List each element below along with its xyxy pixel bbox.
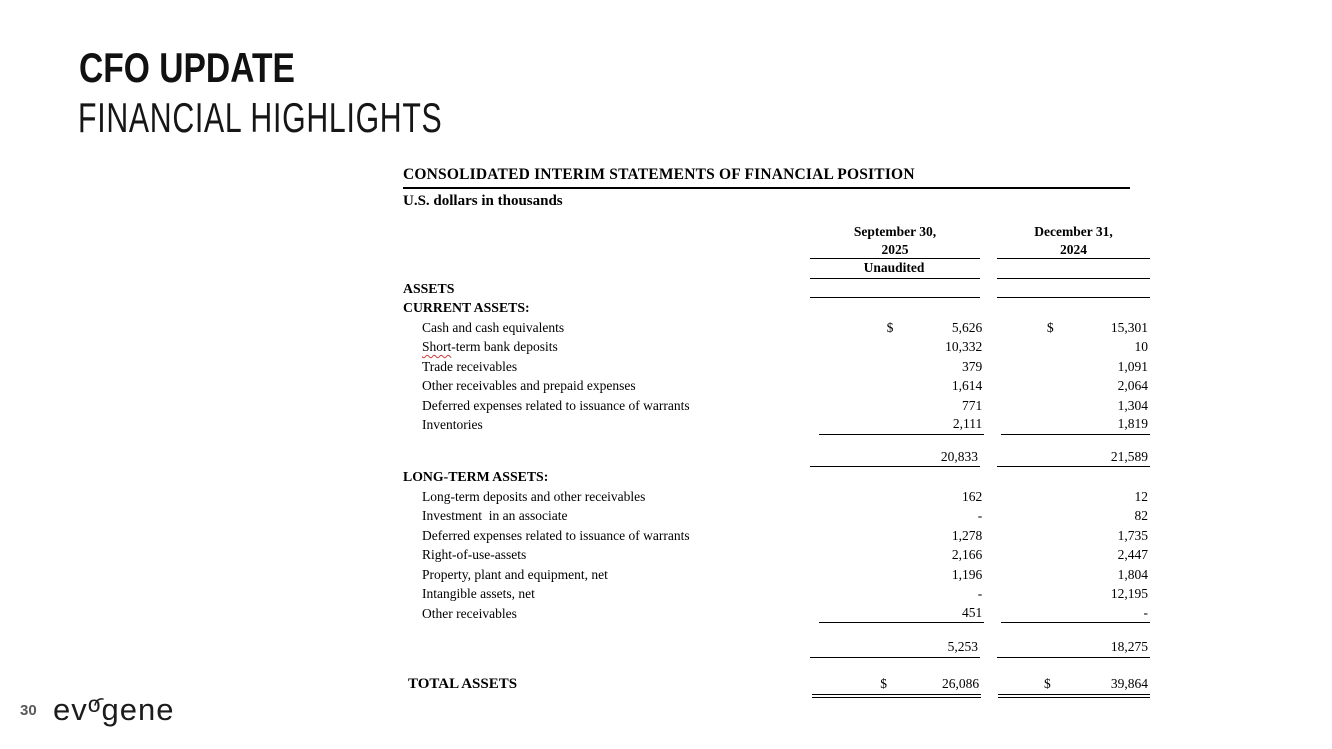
- row-value-2024: 1,304: [1117, 397, 1148, 413]
- long-term-subtotal-row: [403, 638, 1150, 658]
- subtotal-value-2025: 5,253: [810, 637, 980, 658]
- row-value-2025: -: [977, 586, 983, 601]
- unaudited-label: Unaudited: [810, 258, 980, 279]
- unaudited-row: [403, 259, 1150, 279]
- row-value-2025: -: [977, 508, 983, 523]
- subtotal-value-2024: 21,589: [997, 447, 1150, 468]
- row-value-2024: -: [1001, 603, 1150, 624]
- table-row: [403, 318, 1150, 338]
- row-value-2024: 1,091: [1117, 358, 1148, 374]
- table-row: [403, 376, 1150, 396]
- long-term-assets-header-row: [403, 467, 1150, 487]
- page-number: 30: [20, 702, 37, 719]
- units-note: U.S. dollars in thousands: [403, 193, 563, 209]
- table-row: [403, 506, 1150, 526]
- row-value-2025: 10,332: [945, 339, 983, 354]
- table-row: [403, 604, 1150, 624]
- table-row: [403, 415, 1150, 435]
- total-assets-label: TOTAL ASSETS: [408, 676, 518, 692]
- dollar-sign: $: [1046, 319, 1054, 335]
- row-value-2025: 1,196: [951, 566, 983, 582]
- row-value-2024: $ 15,301: [1001, 318, 1150, 338]
- row-value-2024: 1,804: [1117, 566, 1148, 582]
- row-value-2025: 162: [962, 488, 983, 504]
- row-label: Other receivables: [422, 605, 517, 621]
- misspelled-word: Short: [422, 339, 452, 354]
- table-row: [403, 526, 1150, 546]
- evogene-logo: evo gene: [53, 692, 175, 728]
- table-row: [403, 396, 1150, 416]
- column-date-headers: [403, 223, 1150, 259]
- row-value-2025: 771: [962, 397, 983, 413]
- table-row: [403, 565, 1150, 585]
- row-label: Deferred expenses related to issuance of warrants: [422, 527, 690, 543]
- financial-position-table: [403, 166, 1150, 695]
- row-value-2025: 1,614: [951, 378, 983, 393]
- total-assets-row: [403, 672, 1150, 695]
- row-value-2024: 1,819: [1001, 414, 1150, 435]
- row-label: Short-term bank deposits: [422, 339, 558, 354]
- slide-title: CFO UPDATE: [79, 44, 295, 91]
- column-header-dec-2024: December 31, 2024: [997, 223, 1150, 259]
- row-value-2025: 2,111: [819, 414, 985, 435]
- row-value-2024: 12: [1134, 488, 1148, 504]
- assets-header-row: [403, 279, 1150, 299]
- row-label: Investment in an associate: [422, 508, 568, 523]
- row-value-2024: 1,735: [1117, 527, 1148, 543]
- row-label: Trade receivables: [422, 358, 518, 374]
- row-value-2025: 1,278: [951, 527, 983, 543]
- row-label: Intangible assets, net: [422, 586, 535, 601]
- row-value-2024: 2,064: [1117, 378, 1148, 393]
- table-row: [403, 487, 1150, 507]
- row-value-2025: 379: [962, 358, 983, 374]
- row-label: Long-term deposits and other receivables: [422, 488, 646, 504]
- subtotal-value-2024: 18,275: [997, 637, 1150, 658]
- subtotal-value-2025: 20,833: [810, 447, 980, 468]
- row-label: Right-of-use-assets: [422, 547, 527, 562]
- table-row: [403, 584, 1150, 604]
- dollar-sign: $: [1044, 676, 1051, 691]
- table-row: [403, 545, 1150, 565]
- row-label: Cash and cash equivalents: [422, 319, 565, 335]
- row-value-2024: 2,447: [1117, 547, 1148, 562]
- dollar-sign: $: [886, 319, 894, 335]
- current-assets-header: CURRENT ASSETS:: [403, 300, 530, 315]
- row-label: Deferred expenses related to issuance of warrants: [422, 397, 690, 413]
- current-assets-subtotal-row: [403, 448, 1150, 468]
- long-term-assets-header: LONG-TERM ASSETS:: [403, 469, 549, 484]
- row-value-2025: $ 5,626: [819, 318, 985, 338]
- leaf-icon: [93, 685, 105, 712]
- statement-title: CONSOLIDATED INTERIM STATEMENTS OF FINANCIAL POSITION: [403, 166, 1130, 189]
- row-value-2024: 82: [1134, 508, 1148, 523]
- row-label: Property, plant and equipment, net: [422, 566, 608, 582]
- table-row: [403, 357, 1150, 377]
- row-value-2024: 12,195: [1110, 586, 1148, 601]
- row-label: Inventories: [422, 417, 483, 432]
- slide-subtitle: FINANCIAL HIGHLIGHTS: [78, 94, 443, 141]
- total-value-2024: $ 39,864: [998, 674, 1150, 695]
- table-row: [403, 337, 1150, 357]
- dollar-sign: $: [880, 676, 888, 691]
- row-value-2025: 451: [819, 603, 985, 624]
- total-value-2025: $ 26,086: [812, 674, 981, 695]
- row-label: Other receivables and prepaid expenses: [422, 378, 636, 393]
- row-value-2024: 10: [1134, 339, 1148, 354]
- current-assets-header-row: [403, 298, 1150, 318]
- column-header-sep-2025: September 30, 2025: [810, 223, 980, 259]
- assets-header: ASSETS: [403, 280, 455, 296]
- row-value-2025: 2,166: [951, 547, 983, 562]
